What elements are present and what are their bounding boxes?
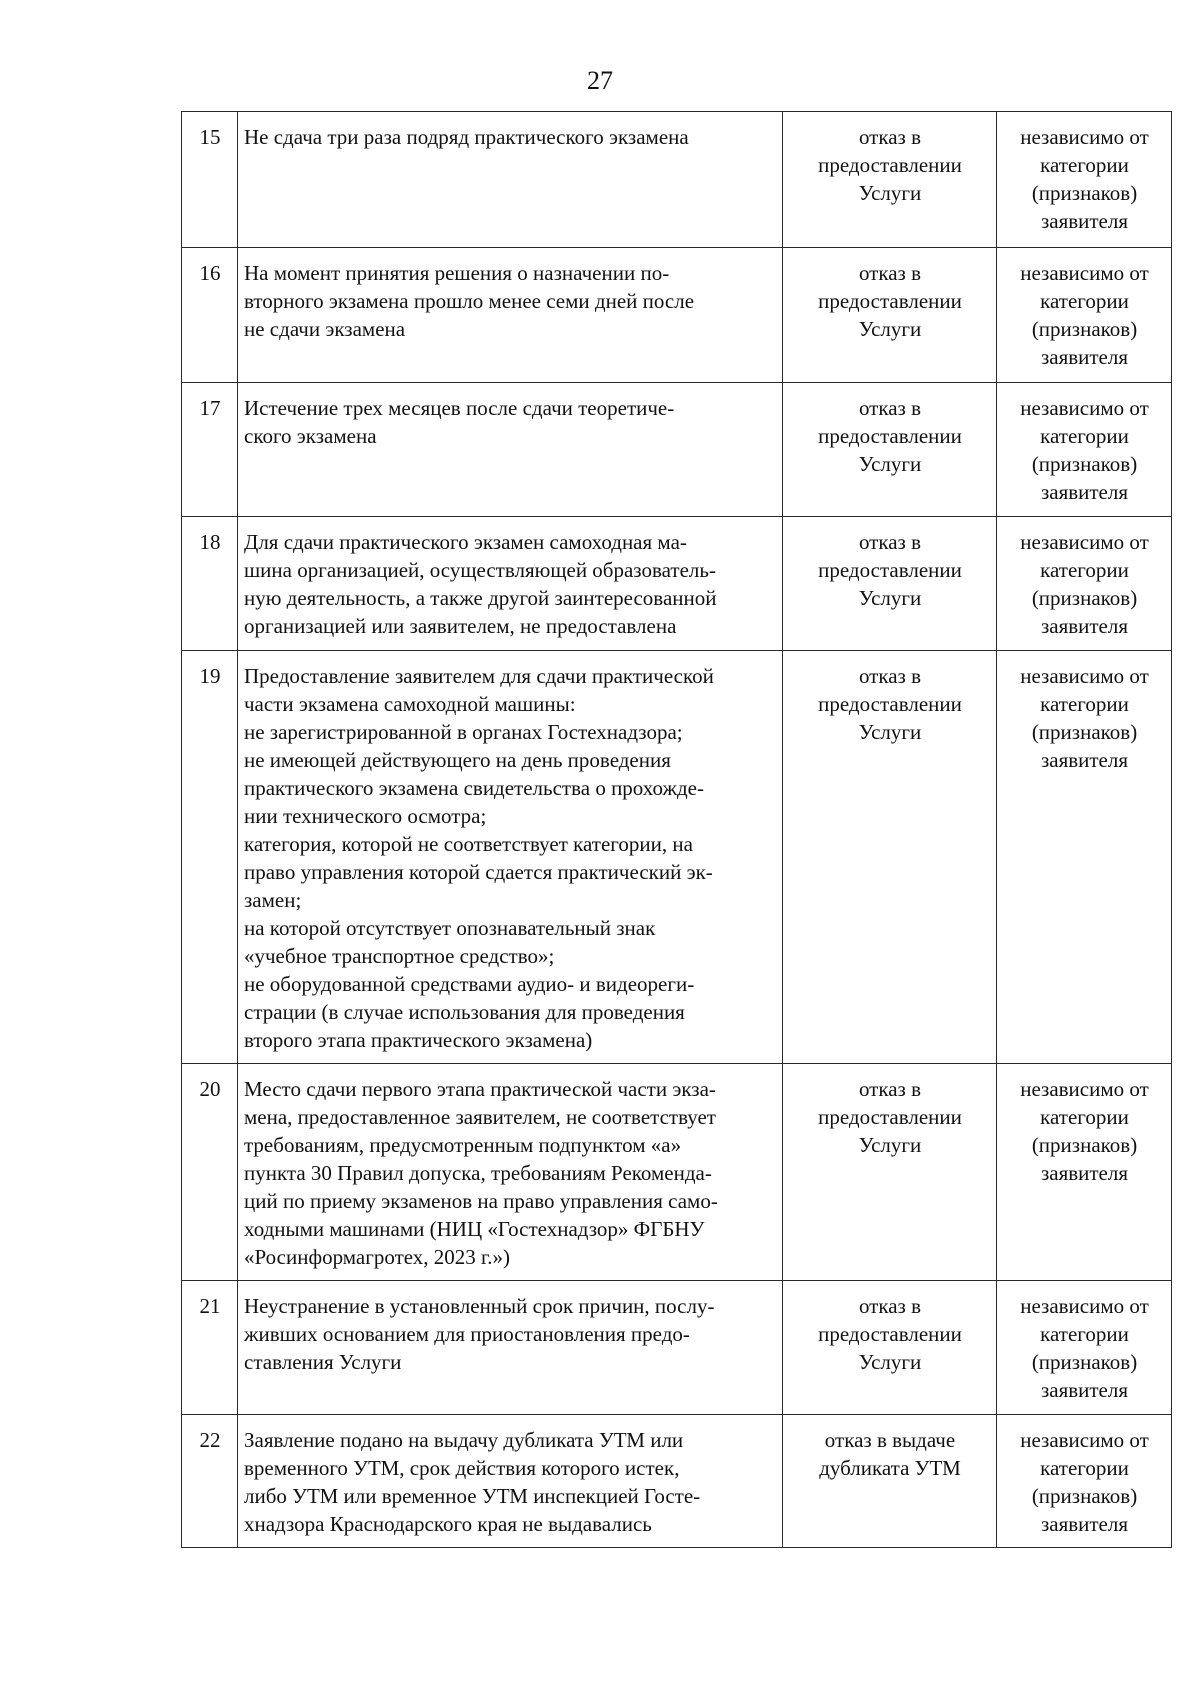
row-category: независимо от категории (признаков) заявителя xyxy=(997,651,1172,1064)
row-category: независимо от категории (признаков) заявителя xyxy=(997,112,1172,248)
row-description: Неустранение в установленный срок причин, послу- живших основанием для приостановления предо- ставления Услуги xyxy=(238,1281,783,1415)
row-category: независимо от категории (признаков) заявителя xyxy=(997,517,1172,651)
row-description: Не сдача три раза подряд практического экзамена xyxy=(238,112,783,248)
row-number: 19 xyxy=(182,651,238,1064)
table-row xyxy=(182,651,1172,1064)
row-category: независимо от категории (признаков) заявителя xyxy=(997,248,1172,383)
row-result: отказ в предоставлении Услуги xyxy=(783,1281,997,1415)
row-result: отказ в предоставлении Услуги xyxy=(783,248,997,383)
row-category: независимо от категории (признаков) заявителя xyxy=(997,383,1172,517)
table-row xyxy=(182,517,1172,651)
row-number: 22 xyxy=(182,1415,238,1548)
row-description: Предоставление заявителем для сдачи практической части экзамена самоходной машины: не зарегистрированной в органах Гостехнадзора; не имеющей действующего на день проведения практического экзамена свидетельства о прохожде- нии технического осмотра; категория, которой не соответствует категории, на право управления которой сдается практический эк- замен; на которой отсутствует опознавательный знак «учебное транспортное средство»; не оборудованной средствами аудио- и видеореги- страции (в случае использования для проведения второго этапа практического экзамена) xyxy=(238,651,783,1064)
grounds-table xyxy=(181,111,1172,1548)
table-row xyxy=(182,383,1172,517)
row-result: отказ в предоставлении Услуги xyxy=(783,383,997,517)
table-row xyxy=(182,248,1172,383)
row-result: отказ в предоставлении Услуги xyxy=(783,1064,997,1281)
row-description: Для сдачи практического экзамен самоходная ма- шина организацией, осуществляющей образователь- ную деятельность, а также другой заинтересованной организацией или заявителем, не предоставлена xyxy=(238,517,783,651)
row-category: независимо от категории (признаков) заявителя xyxy=(997,1064,1172,1281)
table-row xyxy=(182,1281,1172,1415)
table-row xyxy=(182,1415,1172,1548)
row-number: 21 xyxy=(182,1281,238,1415)
row-category: независимо от категории (признаков) заявителя xyxy=(997,1415,1172,1548)
row-description: Заявление подано на выдачу дубликата УТМ или временного УТМ, срок действия которого истек, либо УТМ или временное УТМ инспекцией Госте- хнадзора Краснодарского края не выдавались xyxy=(238,1415,783,1548)
row-number: 15 xyxy=(182,112,238,248)
row-number: 20 xyxy=(182,1064,238,1281)
table-row xyxy=(182,112,1172,248)
row-description: Место сдачи первого этапа практической части экза- мена, предоставленное заявителем, не соответствует требованиям, предусмотренным подпунктом «а» пункта 30 Правил допуска, требованиям Рекоменда- ций по приему экзаменов на право управления само- ходными машинами (НИЦ «Гостехнадзор» ФГБНУ «Росинформагротех, 2023 г.») xyxy=(238,1064,783,1281)
row-result: отказ в выдаче дубликата УТМ xyxy=(783,1415,997,1548)
row-category: независимо от категории (признаков) заявителя xyxy=(997,1281,1172,1415)
row-result: отказ в предоставлении Услуги xyxy=(783,112,997,248)
page-number: 27 xyxy=(587,66,613,95)
row-number: 18 xyxy=(182,517,238,651)
row-number: 16 xyxy=(182,248,238,383)
row-result: отказ в предоставлении Услуги xyxy=(783,517,997,651)
row-number: 17 xyxy=(182,383,238,517)
row-result: отказ в предоставлении Услуги xyxy=(783,651,997,1064)
row-description: Истечение трех месяцев после сдачи теоретиче- ского экзамена xyxy=(238,383,783,517)
row-description: На момент принятия решения о назначении по- вторного экзамена прошло менее семи дней после не сдачи экзамена xyxy=(238,248,783,383)
table-row xyxy=(182,1064,1172,1281)
